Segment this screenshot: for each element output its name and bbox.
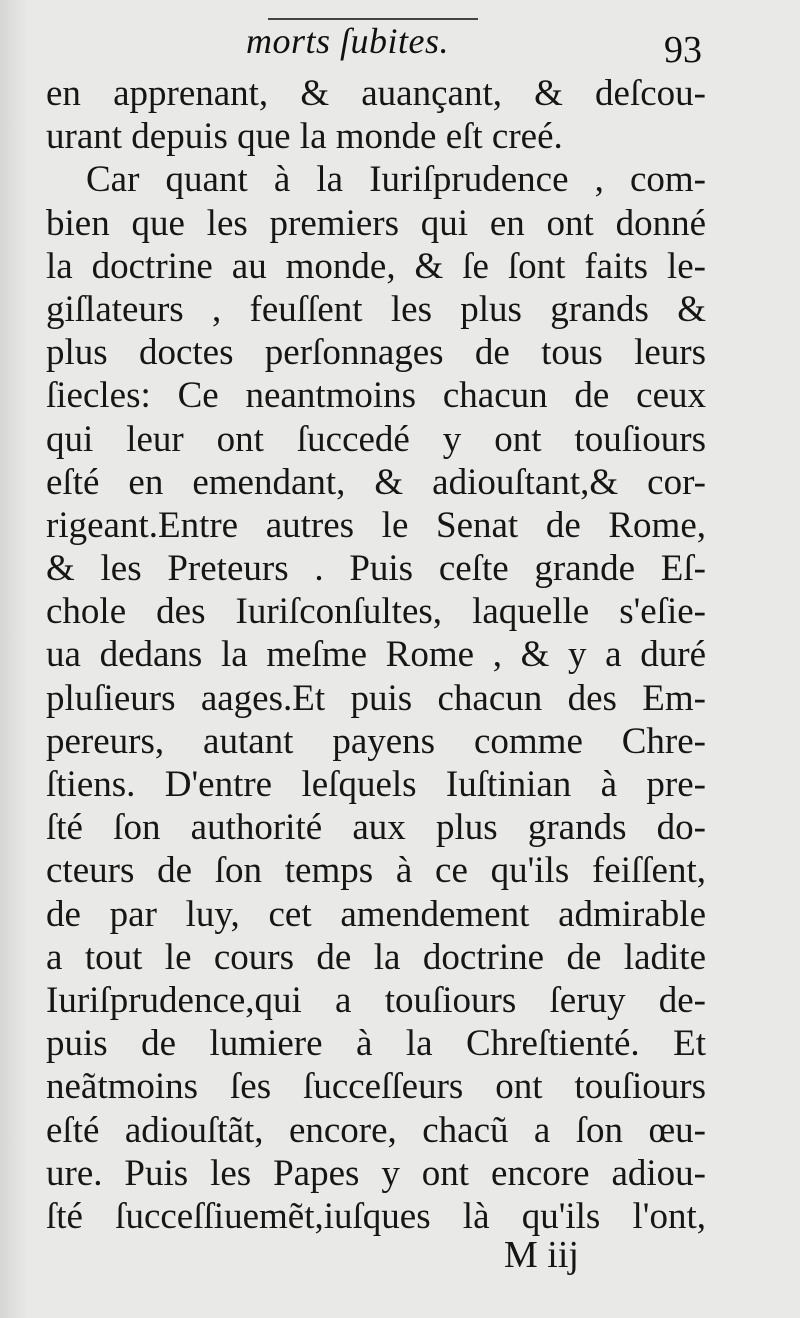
running-title: morts ſubites. xyxy=(246,21,450,61)
signature-mark: M iij xyxy=(504,1234,579,1276)
text-line: plus doctes perſonnages de tous leurs xyxy=(46,332,706,374)
text-line: eſté en emendant, & adiouſtant,& cor- xyxy=(46,461,706,503)
text-line: eſté adiouſtãt, encore, chacũ a ſon œu- xyxy=(46,1109,706,1151)
text-line: chole des Iuriſconſultes, laquelle s'eſie- xyxy=(46,591,706,633)
text-line: cteurs de ſon temps à ce qu'ils feiſſent, xyxy=(46,850,706,892)
text-line: Iuriſprudence,qui a touſiours ſeruy de- xyxy=(46,979,706,1021)
text-line: urant depuis que la monde eſt creé. xyxy=(46,116,563,158)
text-line: pluſieurs aages.Et puis chacun des Em- xyxy=(46,677,706,719)
text-line: pereurs, autant payens comme Chre- xyxy=(46,720,706,762)
text-line: ſté ſon authorité aux plus grands do- xyxy=(46,807,706,849)
text-block xyxy=(46,72,706,1238)
text-line: ſiecles: Ce neantmoins chacun de ceux xyxy=(46,375,706,417)
text-line: puis de lumiere à la Chreſtienté. Et xyxy=(46,1023,706,1065)
text-line: en apprenant, & auançant, & deſcou- xyxy=(46,73,706,114)
text-line: ſté ſucceſſiuemẽt,iuſques là qu'ils l'ont, xyxy=(46,1195,706,1237)
text-line: qui leur ont ſuccedé y ont touſiours xyxy=(46,418,706,460)
text-line: ua dedans la meſme Rome , & y a duré xyxy=(46,634,706,676)
text-line: de par luy, cet amendement admirable xyxy=(46,893,706,935)
text-line: ure. Puis les Papes y ont encore adiou- xyxy=(46,1152,706,1194)
page-number: 93 xyxy=(664,29,702,71)
text-line: Car quant à la Iuriſprudence , com- xyxy=(86,159,706,201)
text-line: giſlateurs , feuſſent les plus grands & xyxy=(46,288,706,330)
gutter-shadow xyxy=(0,0,28,1318)
text-line: neãtmoins ſes ſucceſſeurs ont touſiours xyxy=(46,1066,706,1108)
text-line: bien que les premiers qui en ont donné xyxy=(46,202,706,244)
text-line: rigeant.Entre autres le Senat de Rome, xyxy=(46,504,706,546)
running-head xyxy=(0,14,800,70)
text-line: la doctrine au monde, & ſe ſont faits le- xyxy=(46,245,706,287)
text-line: ſtiens. D'entre leſquels Iuſtinian à pre- xyxy=(46,764,706,805)
text-line: a tout le cours de la doctrine de ladite xyxy=(46,936,706,978)
text-line: & les Preteurs . Puis ceſte grande Eſ- xyxy=(46,548,706,590)
